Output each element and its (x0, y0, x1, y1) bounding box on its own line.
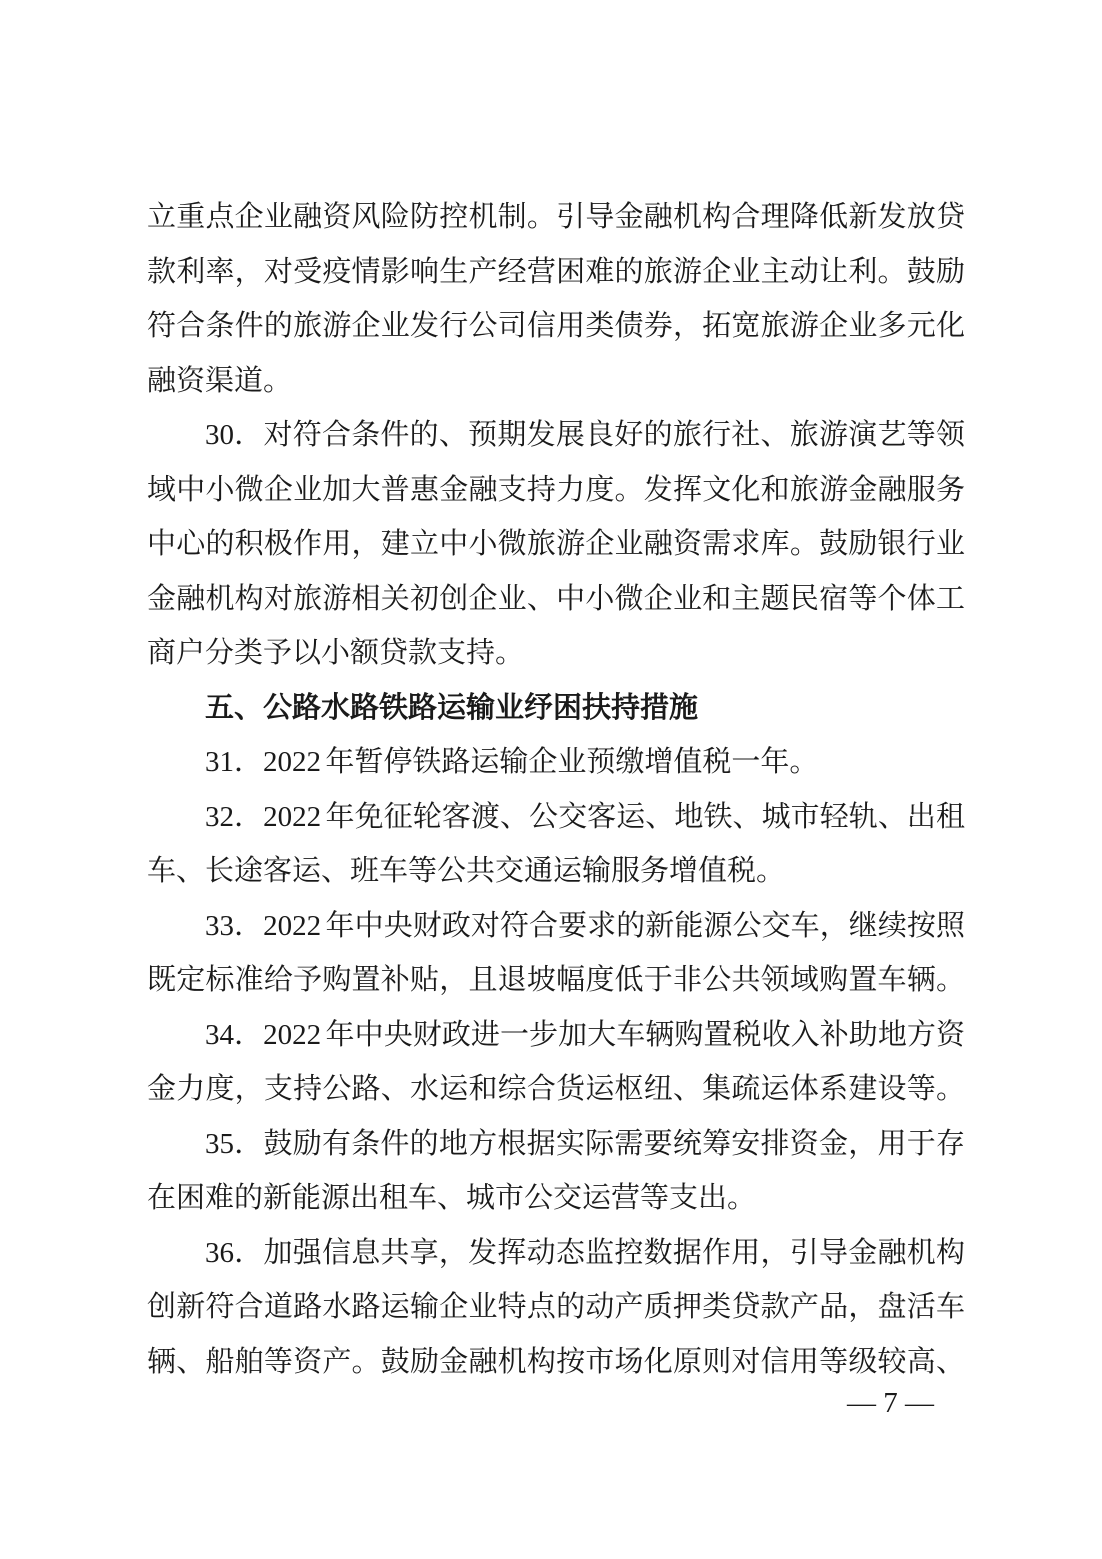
text-line: 车、长途客运、班车等公共交通运输服务增值税。 (147, 855, 786, 887)
para-item-35 (147, 1117, 965, 1226)
text-line: 融资渠道。 (147, 364, 293, 397)
text-line: 符合条件的旅游企业发行公司信用类债券，拓宽旅游企业多元化 (147, 310, 965, 342)
section-heading-text: 五、公路水路铁路运输业纾困扶持措施 (205, 691, 699, 724)
text-line: 中心的积极作用，建立中小微旅游企业融资需求库。鼓励银行业 (147, 528, 965, 560)
text-line: 35．鼓励有条件的地方根据实际需要统筹安排资金，用于存 (205, 1127, 965, 1160)
text-line: 32．2022 年免征轮客渡、公交客运、地铁、城市轻轨、出租 (205, 800, 965, 833)
text-line: 33．2022 年中央财政对符合要求的新能源公交车，继续按照 (205, 909, 965, 942)
text-line: 域中小微企业加大普惠金融支持力度。发挥文化和旅游金融服务 (147, 473, 965, 506)
text-line: 30．对符合条件的、预期发展良好的旅行社、旅游演艺等领 (205, 419, 965, 451)
text-line: 34．2022 年中央财政进一步加大车辆购置税收入补助地方资 (205, 1018, 965, 1051)
text-line: 36．加强信息共享，发挥动态监控数据作用，引导金融机构 (205, 1236, 965, 1269)
section-heading-5 (147, 681, 965, 736)
text-block (147, 190, 965, 1389)
page-number: — 7 — (847, 1387, 934, 1419)
text-line: 创新符合道路水路运输企业特点的动产质押类贷款产品，盘活车 (147, 1291, 965, 1323)
para-item-31 (147, 735, 965, 790)
text-line: 既定标准给予购置补贴，且退坡幅度低于非公共领域购置车辆。 (147, 964, 965, 996)
text-line: 金融机构对旅游相关初创企业、中小微企业和主题民宿等个体工 (147, 582, 965, 615)
para-item-30 (147, 408, 965, 681)
text-line: 款利率，对受疫情影响生产经营困难的旅游企业主动让利。鼓励 (147, 255, 965, 288)
para-item-33 (147, 899, 965, 1008)
para-item-32 (147, 790, 965, 899)
para-item-29-continuation (147, 190, 965, 408)
text-line: 立重点企业融资风险防控机制。引导金融机构合理降低新发放贷 (147, 201, 965, 233)
text-line: 金力度，支持公路、水运和综合货运枢纽、集疏运体系建设等。 (147, 1073, 965, 1105)
para-item-36 (147, 1226, 965, 1390)
text-line: 在困难的新能源出租车、城市公交运营等支出。 (147, 1182, 757, 1214)
text-line: 辆、船舶等资产。鼓励金融机构按市场化原则对信用等级较高、 (147, 1345, 965, 1378)
para-item-34 (147, 1008, 965, 1117)
text-line: 31．2022 年暂停铁路运输企业预缴增值税一年。 (205, 746, 819, 778)
text-line: 商户分类予以小额贷款支持。 (147, 637, 525, 669)
